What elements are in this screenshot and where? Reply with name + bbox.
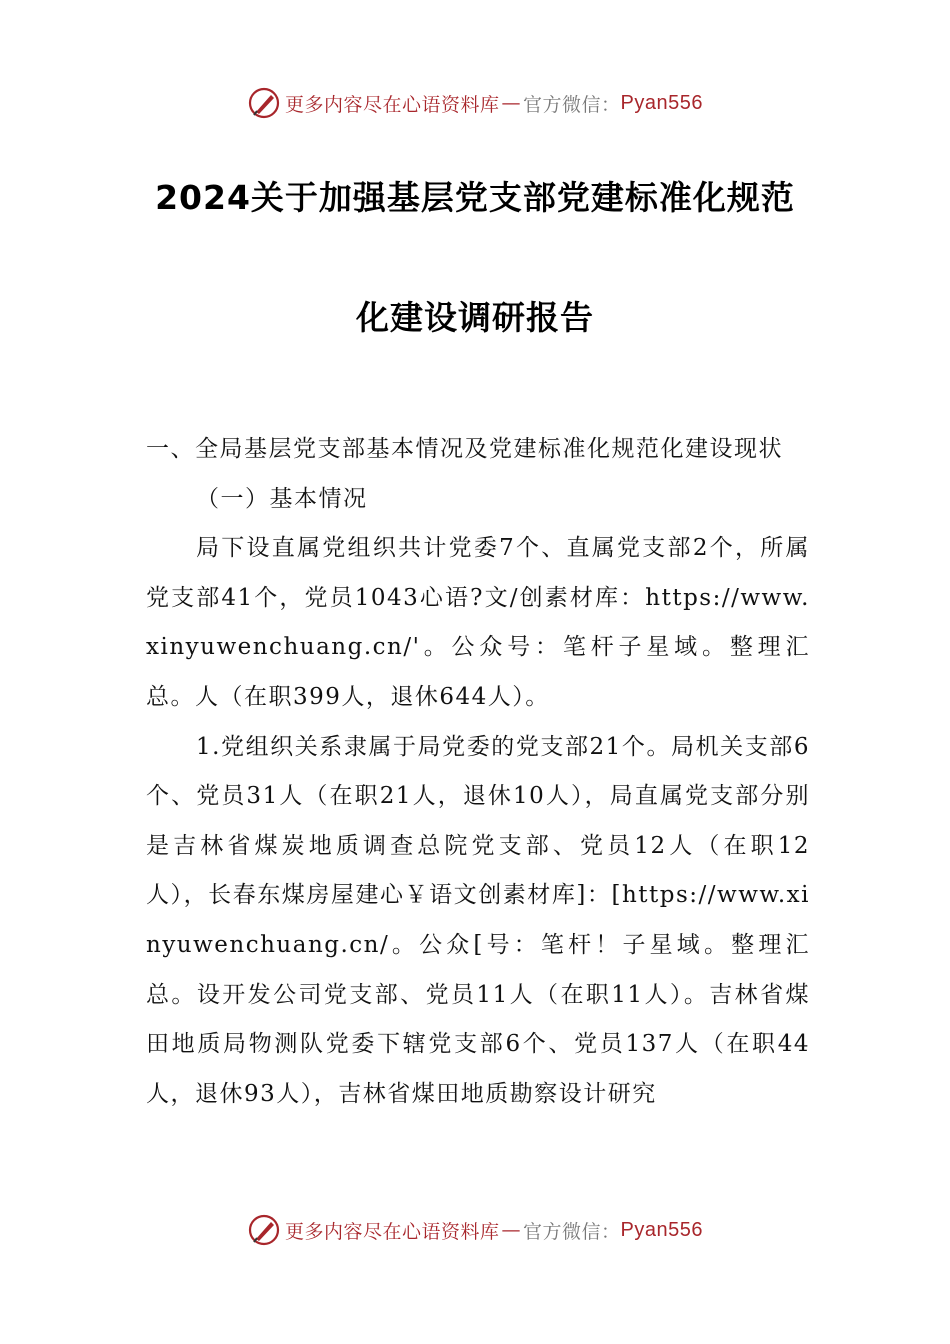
watermark-wechat-id: Pyan556 <box>620 91 703 114</box>
subsection-heading: （一）基本情况 <box>196 485 368 512</box>
watermark-wechat-label: 官方微信： <box>523 93 621 116</box>
section-heading: 一、全局基层党支部基本情况及党建标准化规范化建设现状 <box>146 436 783 462</box>
paragraph: 1.党组织关系隶属于局党委的党支部21个。局机关支部6个、党员31人（在职21人，退休10人），局直属党支部分别是吉林省煤炭地质调查总院党支部、党员12人（在职12人），长春东煤房屋建心￥语文创素材库]：[https://www.xinyuwenchuang.cn/。公众[号：笔杆！子星域。整理汇总。设开发公司党支部、党员11人（在职11人）。吉林省煤田地质局物测队党委下辖党支部6个、党员137人（在职44人，退休93人），吉林省煤田地质勘察设计研究 <box>146 733 810 1107</box>
document-title-line-1: 2024关于加强基层党支部党建标准化规范 <box>155 178 795 217</box>
watermark-main-text: 更多内容尽在心语资料库 <box>285 1220 500 1243</box>
watermark-dash: — <box>501 92 522 114</box>
quill-logo-icon <box>247 86 281 120</box>
watermark-banner-top <box>0 83 950 123</box>
watermark-main-text: 更多内容尽在心语资料库 <box>285 93 500 116</box>
document-body <box>146 425 810 1119</box>
paragraph: 局下设直属党组织共计党委7个、直属党支部2个，所属党支部41个，党员1043心语?文/创素材库：https://www.xinyuwenchuang.cn/'。公众号：笔杆子星域。整理汇总。人（在职399人，退休644人）。 <box>146 535 810 710</box>
watermark-wechat-id: Pyan556 <box>620 1218 703 1241</box>
quill-logo-icon <box>247 1213 281 1247</box>
watermark-dash: — <box>501 1219 522 1241</box>
document-title-line-2: 化建设调研报告 <box>356 298 594 337</box>
watermark-banner-bottom <box>0 1210 950 1250</box>
watermark-wechat-label: 官方微信： <box>523 1220 621 1243</box>
